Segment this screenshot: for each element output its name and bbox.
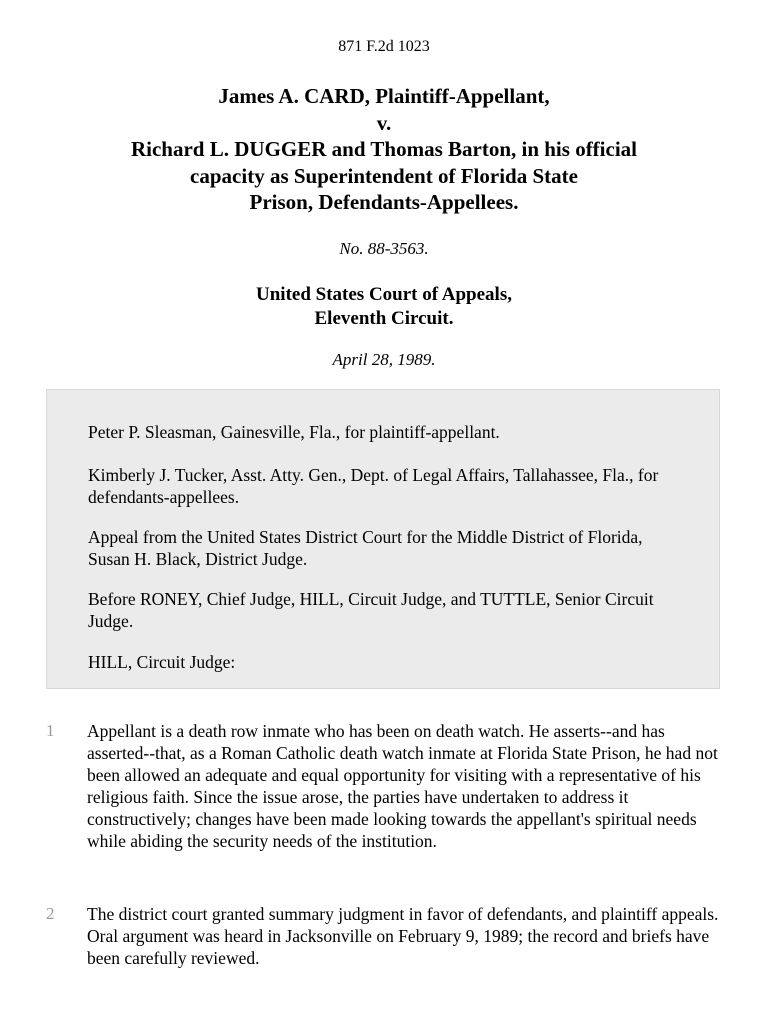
caption-appellees-line-2: capacity as Superintendent of Florida State: [190, 163, 578, 188]
court-name: [0, 283, 768, 331]
paragraph-number: 1: [46, 721, 55, 740]
opinion-author: HILL, Circuit Judge:: [88, 652, 236, 672]
caption-versus: v.: [376, 110, 392, 135]
citation: 871 F.2d 1023: [338, 38, 430, 55]
paragraph-number: 2: [46, 904, 55, 923]
counsel-appellees: Kimberly J. Tucker, Asst. Atty. Gen., Dept. of Legal Affairs, Tallahassee, Fla., for defendants-appellees.: [88, 465, 659, 507]
appeal-from: Appeal from the United States District Court for the Middle District of Florida, Susan H. Black, District Judge.: [88, 527, 643, 569]
caption-appellant: James A. CARD, Plaintiff-Appellant,: [218, 84, 550, 108]
court-name-line-2: Eleventh Circuit.: [314, 308, 454, 329]
court-name-line-1: United States Court of Appeals,: [256, 284, 512, 305]
opinion-paragraph: Appellant is a death row inmate who has been on death watch. He asserts--and has asserted--that, as a Roman Catholic death watch inmate at Florida State Prison, he had not been allowed an adequate and equal opportunity for visiting with a representative of his religious faith. Since the issue arose, the parties have undertaken to address it constructively; changes have been made looking towards the appellant's spiritual needs while abiding the security needs of the institution.: [87, 721, 718, 851]
case-caption: [60, 83, 708, 216]
case-header-box: [46, 389, 720, 689]
counsel-appellant: Peter P. Sleasman, Gainesville, Fla., for plaintiff-appellant.: [88, 422, 500, 442]
caption-appellees-line-3: Prison, Defendants-Appellees.: [249, 190, 519, 214]
panel-judges: Before RONEY, Chief Judge, HILL, Circuit Judge, and TUTTLE, Senior Circuit Judge.: [88, 589, 654, 631]
opinion-paragraph: The district court granted summary judgment in favor of defendants, and plaintiff appeals. Oral argument was heard in Jacksonville on February 9, 1989; the record and briefs have been carefully reviewed.: [87, 904, 719, 968]
caption-appellees-line-1: Richard L. DUGGER and Thomas Barton, in his official: [130, 137, 638, 161]
decision-date: April 28, 1989.: [332, 350, 436, 369]
docket-number: No. 88-3563.: [339, 239, 429, 258]
